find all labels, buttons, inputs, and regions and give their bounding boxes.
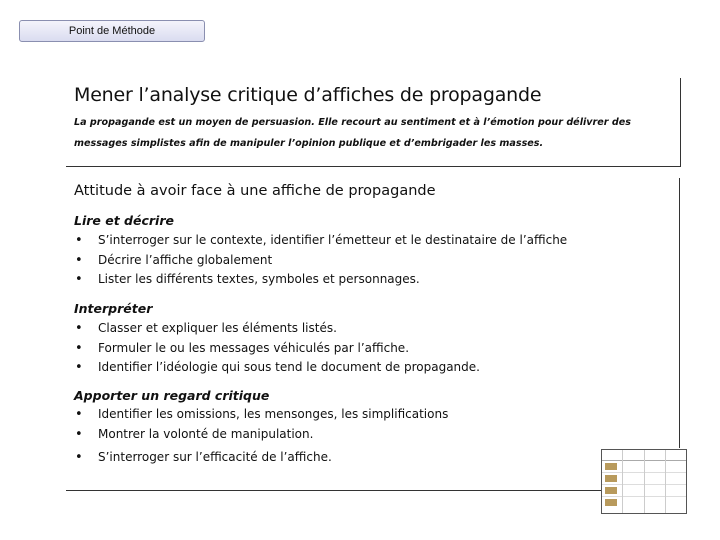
list-item: • S’interroger sur le contexte, identifier l’émetteur et le destinataire de l’affiche: [74, 231, 567, 251]
list-item: • Formuler le ou les messages véhiculés par l’affiche.: [74, 339, 480, 359]
list-item: • Lister les différents textes, symboles et personnages.: [74, 270, 567, 290]
list-item: • Identifier les omissions, les mensonges, les simplifications: [74, 405, 448, 425]
section-interpret-title: Interpréter: [74, 301, 153, 316]
intro-lead-text: La propagande est un moyen de persuasion. Elle recourt au sentiment et à l’émotion pour délivrer des messages simplistes afin de manipuler l’opinion publique et d’embrigader les masses.: [74, 117, 631, 149]
section-read-describe-list: [74, 231, 567, 290]
thumbnail-column-line: [644, 450, 645, 513]
thumbnail-column-line: [622, 450, 623, 513]
thumbnail-image: [605, 487, 617, 494]
section-critique-list: [74, 405, 448, 468]
section-read-describe-title: Lire et décrire: [74, 213, 174, 228]
attitude-title: Attitude à avoir face à une affiche de propagande: [74, 183, 436, 199]
method-tab-label: Point de Méthode: [68, 25, 156, 37]
table-thumbnail: [601, 449, 687, 514]
section-interpret-list: [74, 319, 480, 378]
list-item: • Montrer la volonté de manipulation.: [74, 425, 448, 445]
intro-panel: [66, 78, 681, 167]
attitude-panel: [66, 178, 680, 491]
list-item: • S’interroger sur l’efficacité de l’affiche.: [74, 448, 448, 468]
section-critique-title: Apporter un regard critique: [74, 388, 270, 403]
thumbnail-image: [605, 475, 617, 482]
thumbnail-image: [605, 499, 617, 506]
list-item: • Décrire l’affiche globalement: [74, 251, 567, 271]
list-item: • Identifier l’idéologie qui sous tend le document de propagande.: [74, 358, 480, 378]
page-title: Mener l’analyse critique d’affiches de propagande: [74, 84, 542, 106]
method-tab[interactable]: [19, 20, 205, 42]
thumbnail-image: [605, 463, 617, 470]
list-item: • Classer et expliquer les éléments listés.: [74, 319, 480, 339]
thumbnail-column-line: [665, 450, 666, 513]
